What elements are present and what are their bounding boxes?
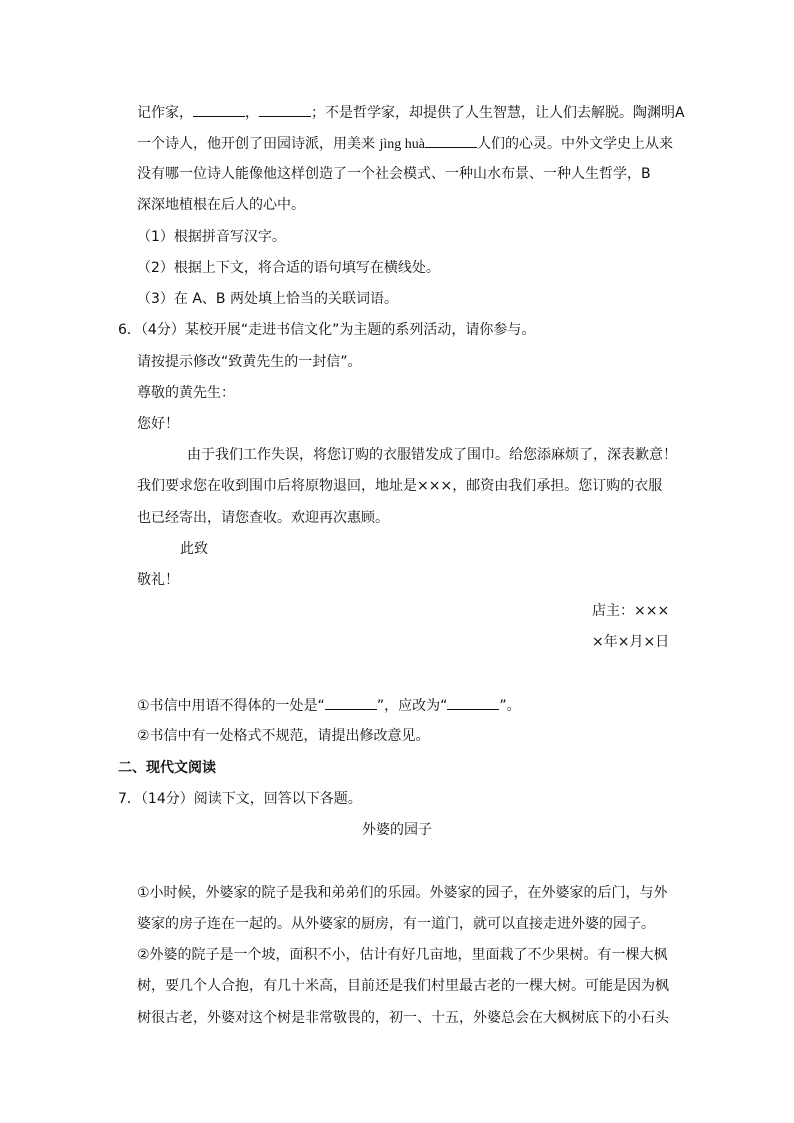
pinyin-text: jìng huà [379, 137, 425, 152]
letter-body-line-1: 由于我们工作失误，将您订购的衣服错发成了围巾。给您添麻烦了，深表歉意！ [187, 447, 677, 463]
letter-greeting: 您好！ [137, 416, 179, 432]
letter-date: ×年×月×日 [592, 634, 670, 650]
answer-blank[interactable] [325, 695, 377, 710]
q6-item-2: ②书信中有一处格式不规范，请提出修改意见。 [137, 728, 430, 744]
q6-item-1 [137, 695, 521, 716]
q5-subquestion-2: （2）根据上下文，将合适的语句填写在横线处。 [137, 260, 440, 276]
q5-line-1 [137, 102, 685, 123]
passage-title: 外婆的园子 [362, 822, 432, 838]
passage-p1-line-2: 婆家的房子连在一起的。从外婆家的厨房，有一道门，就可以直接走进外婆的园子。 [137, 916, 655, 932]
q5-line-1-text-b: ， [245, 105, 259, 121]
section-heading: 二、现代文阅读 [118, 760, 216, 776]
q6-item-1-text-a: ①书信中用语不得体的一处是“ [137, 698, 325, 714]
q6-heading: 6．（4分）某校开展“走进书信文化”为主题的系列活动，请你参与。 [118, 322, 536, 338]
letter-body-line-3: 也已经寄出，请您查收。欢迎再次惠顾。 [137, 510, 389, 526]
q5-line-1-text-a: 记作家， [137, 105, 193, 121]
answer-blank[interactable] [425, 133, 477, 148]
q5-line-1-text-c: ；不是哲学家，却提供了人生智慧，让人们去解脱。陶渊明A [311, 105, 685, 121]
q5-subquestion-1: （1）根据拼音写汉字。 [137, 229, 286, 245]
letter-closing-2: 敬礼！ [137, 572, 179, 588]
q6-item-1-text-c: ”。 [499, 698, 521, 714]
q5-subquestion-3: （3）在 A、B 两处填上恰当的关联词语。 [137, 291, 398, 307]
letter-signer: 店主：××× [592, 603, 670, 619]
q5-line-4: 深深地植根在后人的心中。 [137, 197, 305, 213]
letter-closing-1: 此致 [180, 541, 208, 557]
passage-p2-line-2: 树，要几个人合抱，有几十米高，目前还是我们村里最古老的一棵大树。可能是因为枫 [137, 978, 669, 994]
answer-blank[interactable] [259, 102, 311, 117]
answer-blank[interactable] [193, 102, 245, 117]
q5-line-2-text-c: 人们的心灵。中外文学史上从来 [476, 136, 673, 152]
q5-line-3: 没有哪一位诗人能像他这样创造了一个社会模式、一种山水布景、一种人生哲学，B [137, 166, 651, 182]
passage-p2-line-3: 树很古老，外婆对这个树是非常敬畏的，初一、十五，外婆总会在大枫树底下的小石头 [137, 1010, 669, 1026]
q6-item-1-text-b: ”，应改为“ [376, 698, 448, 714]
q5-line-2-text-a: 一个诗人，他开创了田园诗派，用美来 [137, 136, 375, 152]
q7-heading: 7．（14分）阅读下文，回答以下各题。 [118, 791, 362, 807]
q6-prompt: 请按提示修改“致黄先生的一封信”。 [137, 354, 362, 370]
q5-line-2 [137, 133, 673, 155]
passage-p2-line-1: ②外婆的院子是一个坡，面积不小，估计有好几亩地，里面栽了不少果树。有一棵大枫 [137, 947, 668, 963]
passage-p1-line-1: ①小时候，外婆家的院子是我和弟弟们的乐园。外婆家的园子，在外婆家的后门，与外 [137, 885, 668, 901]
letter-body-line-2: 我们要求您在收到围巾后将原物退回，地址是×××，邮资由我们承担。您订购的衣服 [137, 478, 663, 494]
letter-salutation: 尊敬的黄先生： [137, 385, 235, 401]
answer-blank[interactable] [447, 695, 499, 710]
